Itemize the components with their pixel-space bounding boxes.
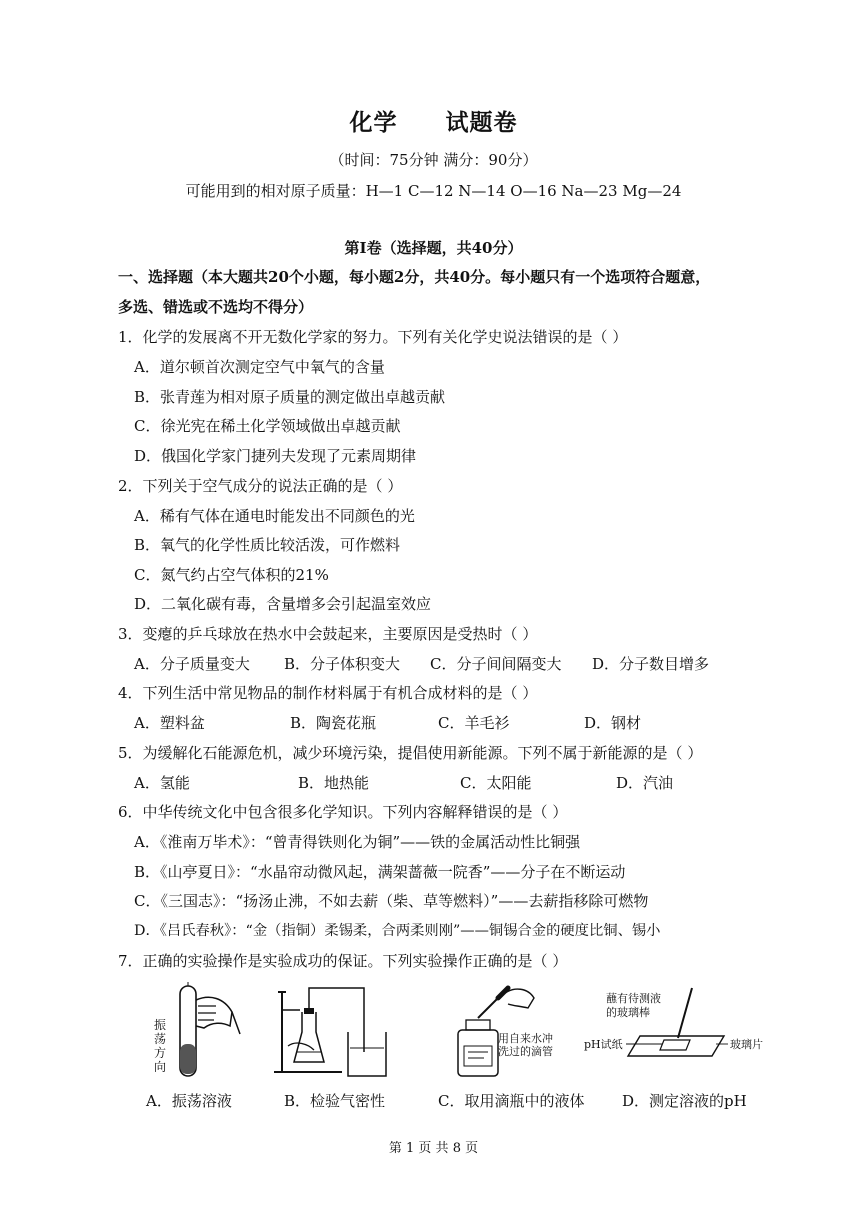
question-4-option-c: C．羊毛衫	[438, 714, 510, 732]
ph-paper-label: pH试纸	[584, 1038, 623, 1051]
rod-label-1: 蘸有待测液	[606, 992, 661, 1005]
question-1-option-a: A．道尔顿首次测定空气中氧气的含量	[134, 358, 385, 376]
section-instruction-1: 一、选择题（本大题共20个小题，每小题2分，共40分。每小题只有一个选项符合题意，	[118, 268, 711, 286]
question-1-option-d: D．俄国化学家门捷列夫发现了元素周期律	[134, 447, 417, 465]
dropper-label-1: 用自来水冲	[498, 1032, 553, 1045]
question-4-stem: 4．下列生活中常见物品的制作材料属于有机合成材料的是（ ）	[118, 684, 538, 702]
question-3-option-a: A．分子质量变大	[134, 655, 250, 673]
question-7-option-a: A．振荡溶液	[146, 1092, 232, 1110]
section-instruction-2: 多选、错选或不选均不得分）	[118, 298, 314, 316]
dropper-label-2: 洗过的滴管	[498, 1045, 553, 1058]
question-2-option-a: A．稀有气体在通电时能发出不同颜色的光	[134, 507, 415, 525]
question-1-stem: 1．化学的发展离不开无数化学家的努力。下列有关化学史说法错误的是（ ）	[118, 328, 628, 346]
question-4-option-b: B．陶瓷花瓶	[290, 714, 377, 732]
page-footer: 第 1 页 共 8 页	[388, 1141, 479, 1156]
question-2-option-c: C．氮气约占空气体积的21%	[134, 566, 329, 584]
question-5-stem: 5．为缓解化石能源危机，减少环境污染，提倡使用新能源。下列不属于新能源的是（ ）	[118, 744, 703, 762]
question-5-option-a: A．氢能	[134, 774, 190, 792]
question-4-option-a: A．塑料盆	[134, 714, 205, 732]
question-2-stem: 2．下列关于空气成分的说法正确的是（ ）	[118, 477, 403, 495]
question-3-stem: 3．变瘪的乒乓球放在热水中会鼓起来，主要原因是受热时（ ）	[118, 625, 538, 643]
question-2-option-b: B．氧气的化学性质比较活泼，可作燃料	[134, 536, 401, 554]
question-7-option-b: B．检验气密性	[284, 1092, 386, 1110]
question-6-option-d: D．《吕氏春秋》：“金（指铜）柔锡柔，合两柔则刚”——铜锡合金的硬度比铜、锡小	[134, 923, 661, 939]
glass-slide-label: 玻璃片	[730, 1038, 763, 1051]
question-6-stem: 6．中华传统文化中包含很多化学知识。下列内容解释错误的是（ ）	[118, 803, 568, 821]
question-1-option-c: C．徐光宪在稀土化学领域做出卓越贡献	[134, 417, 401, 435]
question-4-option-d: D．钢材	[584, 714, 642, 732]
title-subject: 化学	[349, 110, 398, 136]
part-title: 第Ⅰ卷（选择题，共40分）	[344, 239, 523, 257]
question-1-option-b: B．张青莲为相对原子质量的测定做出卓越贡献	[134, 388, 446, 406]
shake-direction-label: 振荡方向	[154, 1018, 167, 1074]
question-5-option-c: C．太阳能	[460, 774, 532, 792]
time-score-line: （时间：75分钟 满分：90分）	[329, 151, 538, 169]
question-6-option-a: A．《淮南万毕术》：“曾青得铁则化为铜”——铁的金属活动性比铜强	[134, 833, 581, 851]
question-5-option-b: B．地热能	[298, 774, 370, 792]
question-7-stem: 7．正确的实验操作是实验成功的保证。下列实验操作正确的是（ ）	[118, 952, 568, 970]
question-3-option-d: D．分子数目增多	[592, 655, 710, 673]
question-3-option-b: B．分子体积变大	[284, 655, 401, 673]
question-7-option-d: D．测定溶液的pH	[622, 1092, 747, 1110]
question-3-option-c: C．分子间间隔变大	[430, 655, 562, 673]
question-2-option-d: D．二氧化碳有毒，含量增多会引起温室效应	[134, 595, 432, 613]
title-paper: 试题卷	[445, 110, 518, 136]
question-7-option-c: C．取用滴瓶中的液体	[438, 1092, 585, 1110]
atomic-mass-line: 可能用到的相对原子质量：H—1 C—12 N—14 O—16 Na—23 Mg—24	[185, 182, 682, 200]
page-title	[0, 104, 867, 137]
question-6-option-b: B．《山亭夏日》：“水晶帘动微风起，满架蔷薇一院香”——分子在不断运动	[134, 863, 626, 881]
question-6-option-c: C．《三国志》：“扬汤止沸，不如去薪（柴、草等燃料）”——去薪指移除可燃物	[134, 892, 649, 910]
airtightness-check-figure	[268, 982, 398, 1082]
rod-label-2: 的玻璃棒	[606, 1006, 650, 1019]
question-5-option-d: D．汽油	[616, 774, 674, 792]
